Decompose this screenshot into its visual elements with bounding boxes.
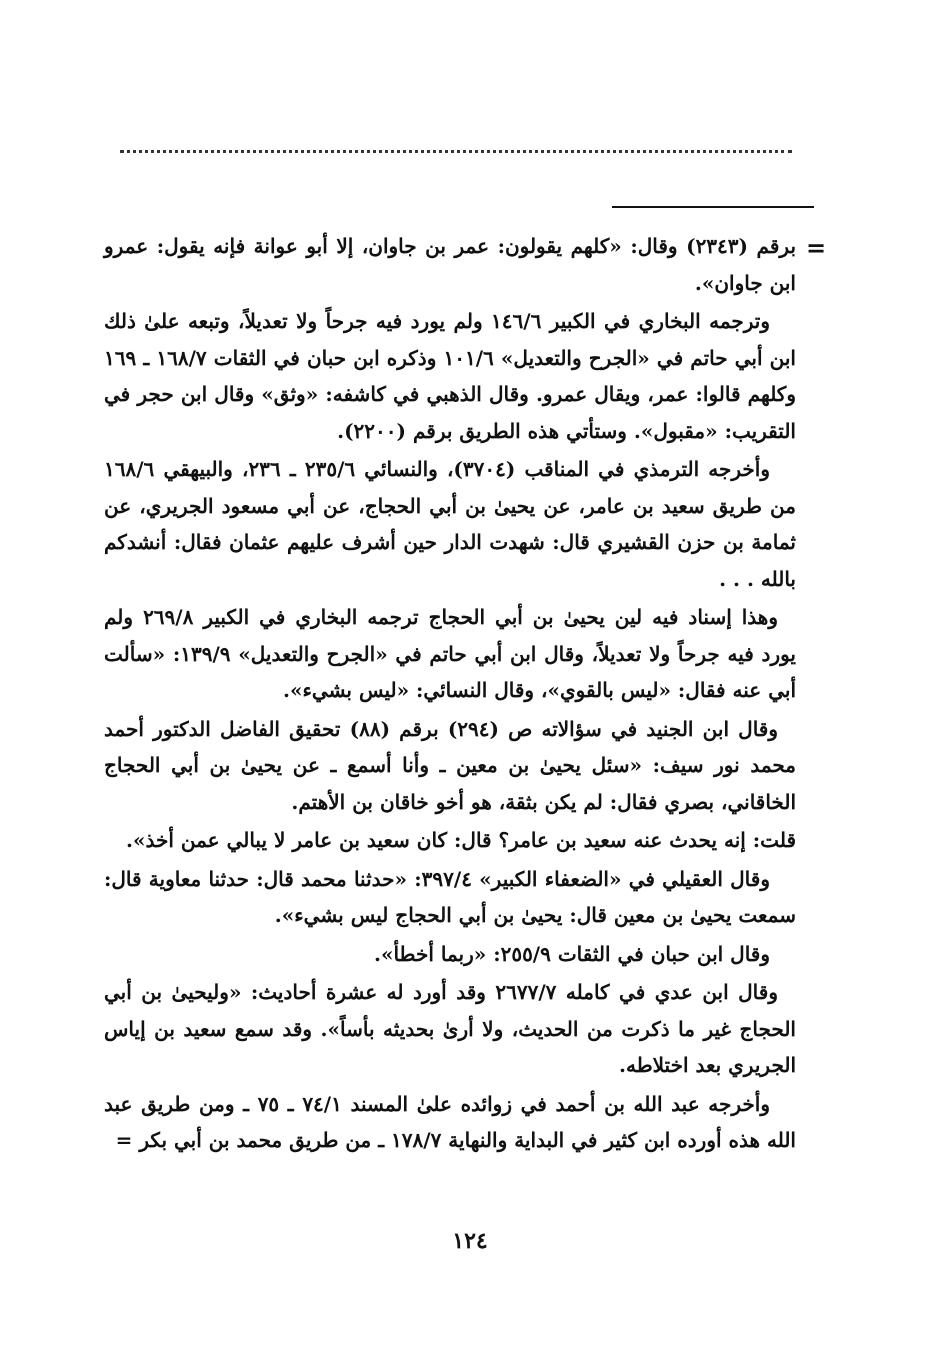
continuation-mark: =	[806, 233, 827, 262]
footnote-paragraph-10: وأخرجه عبد الله بن أحمد في زوائده علىٰ المسند ٧٤/١ ـ ٧٥ ـ ومن طريق عبد الله هذه أورده ابن كثير في البداية والنهاية ١٧٨/٧ ـ من طريق محمد بن أبي بكر =	[104, 1091, 796, 1152]
page-number: ١٢٤	[452, 1228, 488, 1254]
footnote-paragraph-4: وهذا إسناد فيه لين يحيىٰ بن أبي الحجاج ترجمه البخاري في الكبير ٢٦٩/٨ ولم يورد فيه جرحاً ولا تعديلاً، وقال ابن أبي حاتم في «الجرح والتعديل» ١٣٩/٩: «سألت أبي عنه فقال: «ليس بالقوي»، وقال النسائي: «ليس بشيء».	[104, 605, 796, 702]
footnote-paragraph-3: وأخرجه الترمذي في المناقب (٣٧٠٤)، والنسائي ٢٣٥/٦ ـ ٢٣٦، والبيهقي ١٦٨/٦ من طريق سعيد بن عامر، عن يحيىٰ بن أبي الحجاج، عن أبي مسعود الجريري، عن ثمامة بن حزن القشيري قال: شهدت الدار حين أشرف عليهم عثمان فقال: أنشدكم بالله . . .	[104, 457, 796, 591]
footnote-paragraph-5: وقال ابن الجنيد في سؤالاته ص (٢٩٤) برقم (٨٨) تحقيق الفاضل الدكتور أحمد محمد نور سيف: «سئل يحيىٰ بن معين ـ وأنا أسمع ـ عن يحيىٰ بن أبي الحجاج الخاقاني، بصري فقال: لم يكن بثقة، هو أخو خاقان بن الأهتم.	[104, 716, 796, 814]
footnote-paragraph-7: وقال العقيلي في «الضعفاء الكبير» ٣٩٧/٤: «حدثنا محمد قال: حدثنا معاوية قال: سمعت يحيىٰ بن معين قال: يحيىٰ بن أبي الحجاج ليس بشيء».	[104, 866, 796, 927]
footnote-separator-rule	[612, 206, 814, 208]
footnote-paragraph-8: وقال ابن حبان في الثقات ٢٥٥/٩: «ربما أخطأ».	[374, 941, 770, 966]
footnote-paragraph-1: برقم (٢٣٤٣) وقال: «كلهم يقولون: عمر بن جاوان، إلا أبو عوانة فإنه يقول: عمرو ابن جاوان».	[104, 234, 797, 295]
footnote-paragraph-6: قلت: إنه يحدث عنه سعيد بن عامر؟ قال: كان سعيد بن عامر لا يبالي عمن أخذ».	[126, 828, 796, 852]
footnote-paragraph-2: وترجمه البخاري في الكبير ١٤٦/٦ ولم يورد فيه جرحاً ولا تعديلاً، وتبعه علىٰ ذلك ابن أبي حاتم في «الجرح والتعديل» ١٠١/٦ وذكره ابن حبان في الثقات ١٦٨/٧ ـ ١٦٩ وكلهم قالوا: عمر، ويقال عمرو. وقال الذهبي في كاشفه: «وثق» وقال ابن حجر في التقريب: «مقبول». وستأتي هذه الطريق برقم (٢٢٠٠).	[104, 309, 796, 443]
dotted-separator	[120, 150, 792, 153]
footnote-paragraph-9: وقال ابن عدي في كامله ٢٦٧٧/٧ وقد أورد له عشرة أحاديث: «وليحيىٰ بن أبي الحجاج غير ما ذكرت من الحديث، ولا أرىٰ بحديثه بأساً». وقد سمع سعيد بن إياس الجريري بعد اختلاطه.	[104, 980, 796, 1077]
footnote-text	[104, 228, 796, 1161]
